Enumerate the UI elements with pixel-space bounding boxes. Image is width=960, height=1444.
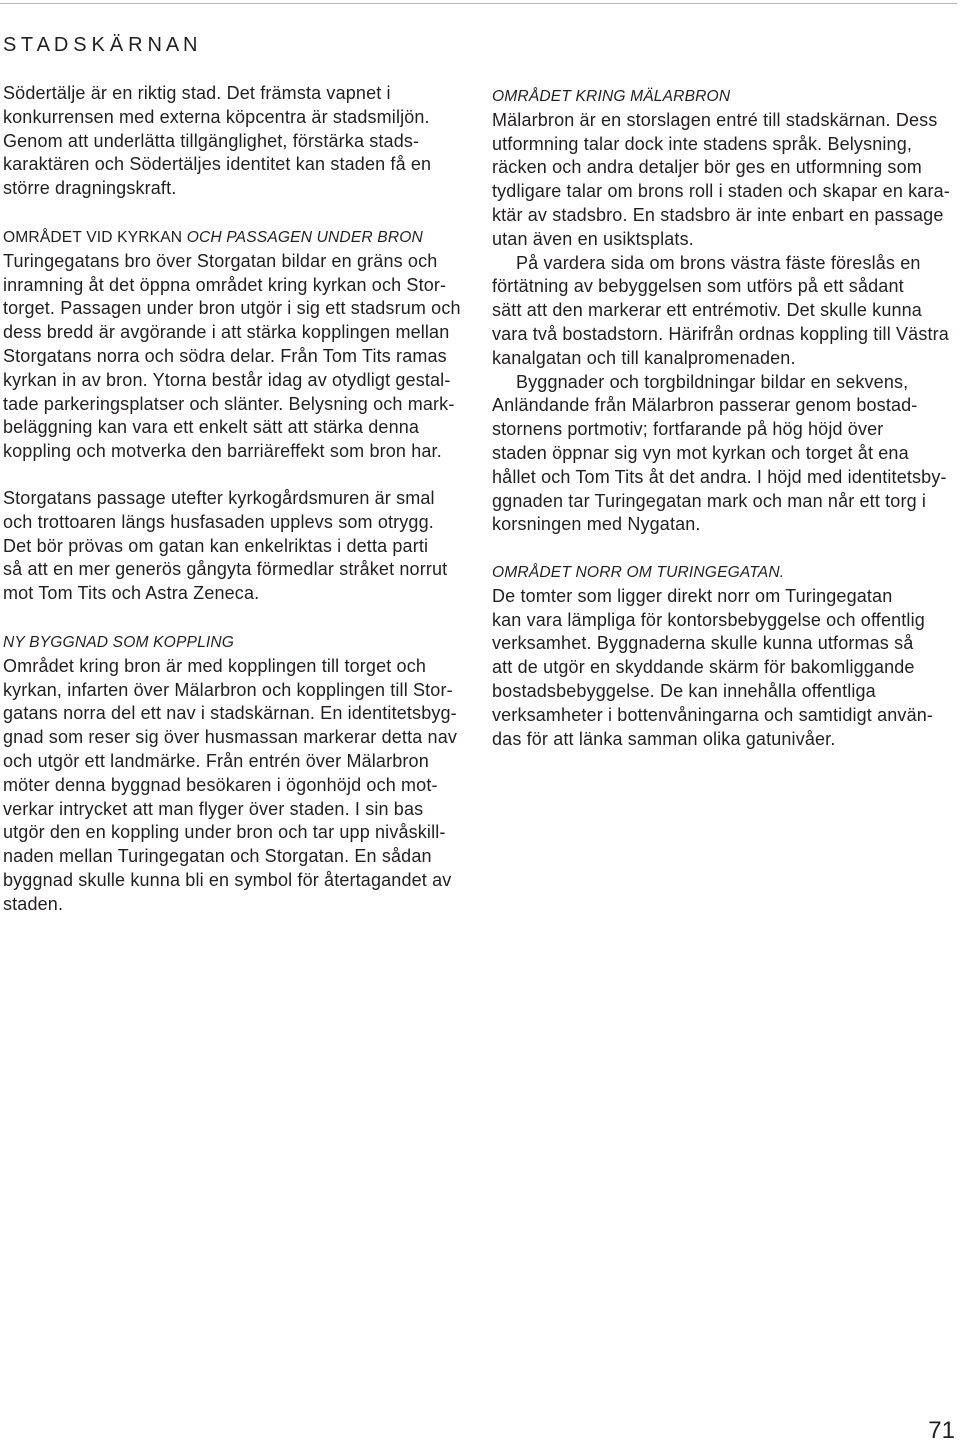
page-number: 71 bbox=[928, 1417, 955, 1444]
text-line: Storgatans passage utefter kyrkogårdsmuren är smal bbox=[3, 488, 435, 508]
text-line: De tomter som ligger direkt norr om Turingegatan bbox=[492, 585, 893, 606]
text-line: stornens portmotiv; fortfarande på hög höjd över bbox=[492, 419, 884, 440]
kyrkan-section bbox=[3, 226, 461, 464]
text-line: staden. bbox=[3, 893, 64, 914]
storgatan-paragraph bbox=[3, 487, 447, 606]
text-line: tade parkeringsplatser och slänter. Belysning och mark- bbox=[3, 393, 455, 414]
text-line: gnad som reser sig över husmassan markerar detta nav bbox=[3, 727, 458, 748]
section-heading: OMRÅDET NORR OM TURINGEGATAN. bbox=[492, 564, 785, 581]
section-heading: NY BYGGNAD SOM KOPPLING bbox=[3, 634, 235, 651]
text-line: räcken och andra detaljer bör ges en utformning som bbox=[492, 157, 922, 178]
text-line: ggnaden tar Turingegatan mark och man når ett torg i bbox=[492, 490, 927, 511]
text-line: gatans norra del ett nav i stadskärnan. En identitetsbyg- bbox=[3, 703, 457, 724]
text-line: mot Tom Tits och Astra Zeneca. bbox=[3, 583, 260, 604]
section-title: S T A D S K Ä R N A N bbox=[3, 34, 198, 56]
text-line: hållet och Tom Tits åt det andra. I höjd med identitetsby- bbox=[492, 466, 947, 487]
ny-byggnad-section bbox=[3, 631, 457, 917]
text-line: torget. Passagen under bron utgör i sig ett stadsrum och bbox=[3, 298, 461, 319]
malarbron-section bbox=[492, 85, 950, 537]
text-line: karaktären och Södertäljes identitet kan staden få en bbox=[3, 154, 432, 175]
text-line: Anländande från Mälarbron passerar genom bostad- bbox=[492, 395, 918, 416]
section-heading bbox=[3, 226, 461, 250]
norr-section bbox=[492, 561, 933, 751]
text-line: bostadsbebyggelse. De kan innehålla offentliga bbox=[492, 680, 876, 701]
text-line: verkar intrycket att man flyger över staden. I sin bas bbox=[3, 798, 424, 819]
text-line: Södertälje är en riktig stad. Det främsta vapnet i bbox=[3, 83, 391, 103]
text-line: Storgatans norra och södra delar. Från Tom Tits ramas bbox=[3, 345, 447, 366]
text-line: das för att länka samman olika gatunivåer. bbox=[492, 728, 836, 749]
text-line: utgör den en koppling under bron och tar upp nivåskill- bbox=[3, 822, 446, 843]
text-line: Genom att underlätta tillgänglighet, förstärka stads- bbox=[3, 130, 420, 151]
text-line: Mälarbron är en storslagen entré till stadskärnan. Dess bbox=[492, 109, 938, 130]
text-line: Byggnader och torgbildningar bildar en sekvens, bbox=[516, 371, 909, 392]
section-heading: OMRÅDET KRING MÄLARBRON bbox=[492, 88, 731, 105]
text-line: vara två bostadstorn. Härifrån ordnas koppling till Västra bbox=[492, 323, 949, 344]
paragraph bbox=[492, 371, 950, 538]
text-line: verksamheter i bottenvåningarna och samtidigt använ- bbox=[492, 704, 934, 725]
text-line: korsningen med Nygatan. bbox=[492, 514, 701, 535]
heading-italic-part: OCH PASSAGEN UNDER BRON bbox=[186, 229, 423, 246]
text-line: utformning talar dock inte stadens språk. Belysning, bbox=[492, 133, 913, 154]
text-line: koppling och motverka den barriäreffekt som bron har. bbox=[3, 441, 442, 462]
left-column bbox=[3, 0, 478, 1444]
right-column bbox=[492, 0, 957, 1444]
text-line: så att en mer generös gångyta förmedlar stråket norrut bbox=[3, 559, 448, 580]
text-line: dess bredd är avgörande i att stärka kopplingen mellan bbox=[3, 322, 450, 343]
text-line: verksamhet. Byggnaderna skulle kunna utformas så bbox=[492, 633, 914, 654]
text-line: att de utgör en skyddande skärm för bakomliggande bbox=[492, 657, 915, 678]
text-line: och utgör ett landmärke. Från entrén över Mälarbron bbox=[3, 750, 429, 771]
text-line: Det bör prövas om gatan kan enkelriktas i detta parti bbox=[3, 535, 429, 556]
text-line: naden mellan Turingegatan och Storgatan. En sådan bbox=[3, 846, 432, 867]
text-line: staden öppnar sig vyn mot kyrkan och torget åt ena bbox=[492, 442, 909, 463]
text-line: Området kring bron är med kopplingen till torget och bbox=[3, 655, 427, 676]
text-line: utan även en usiktsplats. bbox=[492, 228, 694, 249]
text-line: inramning åt det öppna området kring kyrkan och Stor- bbox=[3, 274, 447, 295]
text-line: byggnad skulle kunna bli en symbol för återtagandet av bbox=[3, 869, 452, 890]
text-line: kan vara lämpliga för kontorsbebyggelse och offentlig bbox=[492, 609, 925, 630]
text-line: tydligare talar om brons roll i staden och skapar en kara- bbox=[492, 181, 950, 202]
text-line: ktär av stadsbro. En stadsbro är inte enbart en passage bbox=[492, 204, 944, 225]
intro-paragraph bbox=[3, 82, 431, 201]
text-line: kyrkan, infarten över Mälarbron och kopplingen till Stor- bbox=[3, 679, 453, 700]
text-line: förtätning av bebyggelsen som utförs på ett sådant bbox=[492, 276, 904, 297]
text-line: sätt att den markerar ett entrémotiv. Det skulle kunna bbox=[492, 300, 922, 321]
text-line: kyrkan in av bron. Ytorna består idag av otydligt gestal- bbox=[3, 369, 451, 390]
paragraph bbox=[492, 252, 950, 371]
text-line: På vardera sida om brons västra fäste föreslås en bbox=[516, 252, 921, 273]
text-line: och trottoaren längs husfasaden upplevs som otrygg. bbox=[3, 511, 434, 532]
paragraph bbox=[492, 109, 950, 252]
text-line: konkurrensen med externa köpcentra är stadsmiljön. bbox=[3, 106, 430, 127]
text-line: större dragningskraft. bbox=[3, 178, 177, 199]
text-line: möter denna byggnad besökaren i ögonhöjd och mot- bbox=[3, 774, 438, 795]
heading-upright-part: OMRÅDET VID KYRKAN bbox=[3, 229, 183, 246]
text-line: Turingegatans bro över Storgatan bildar en gräns och bbox=[3, 250, 438, 271]
text-line: kanalgatan och till kanalpromenaden. bbox=[492, 347, 796, 368]
text-line: beläggning kan vara ett enkelt sätt att stärka denna bbox=[3, 417, 420, 438]
